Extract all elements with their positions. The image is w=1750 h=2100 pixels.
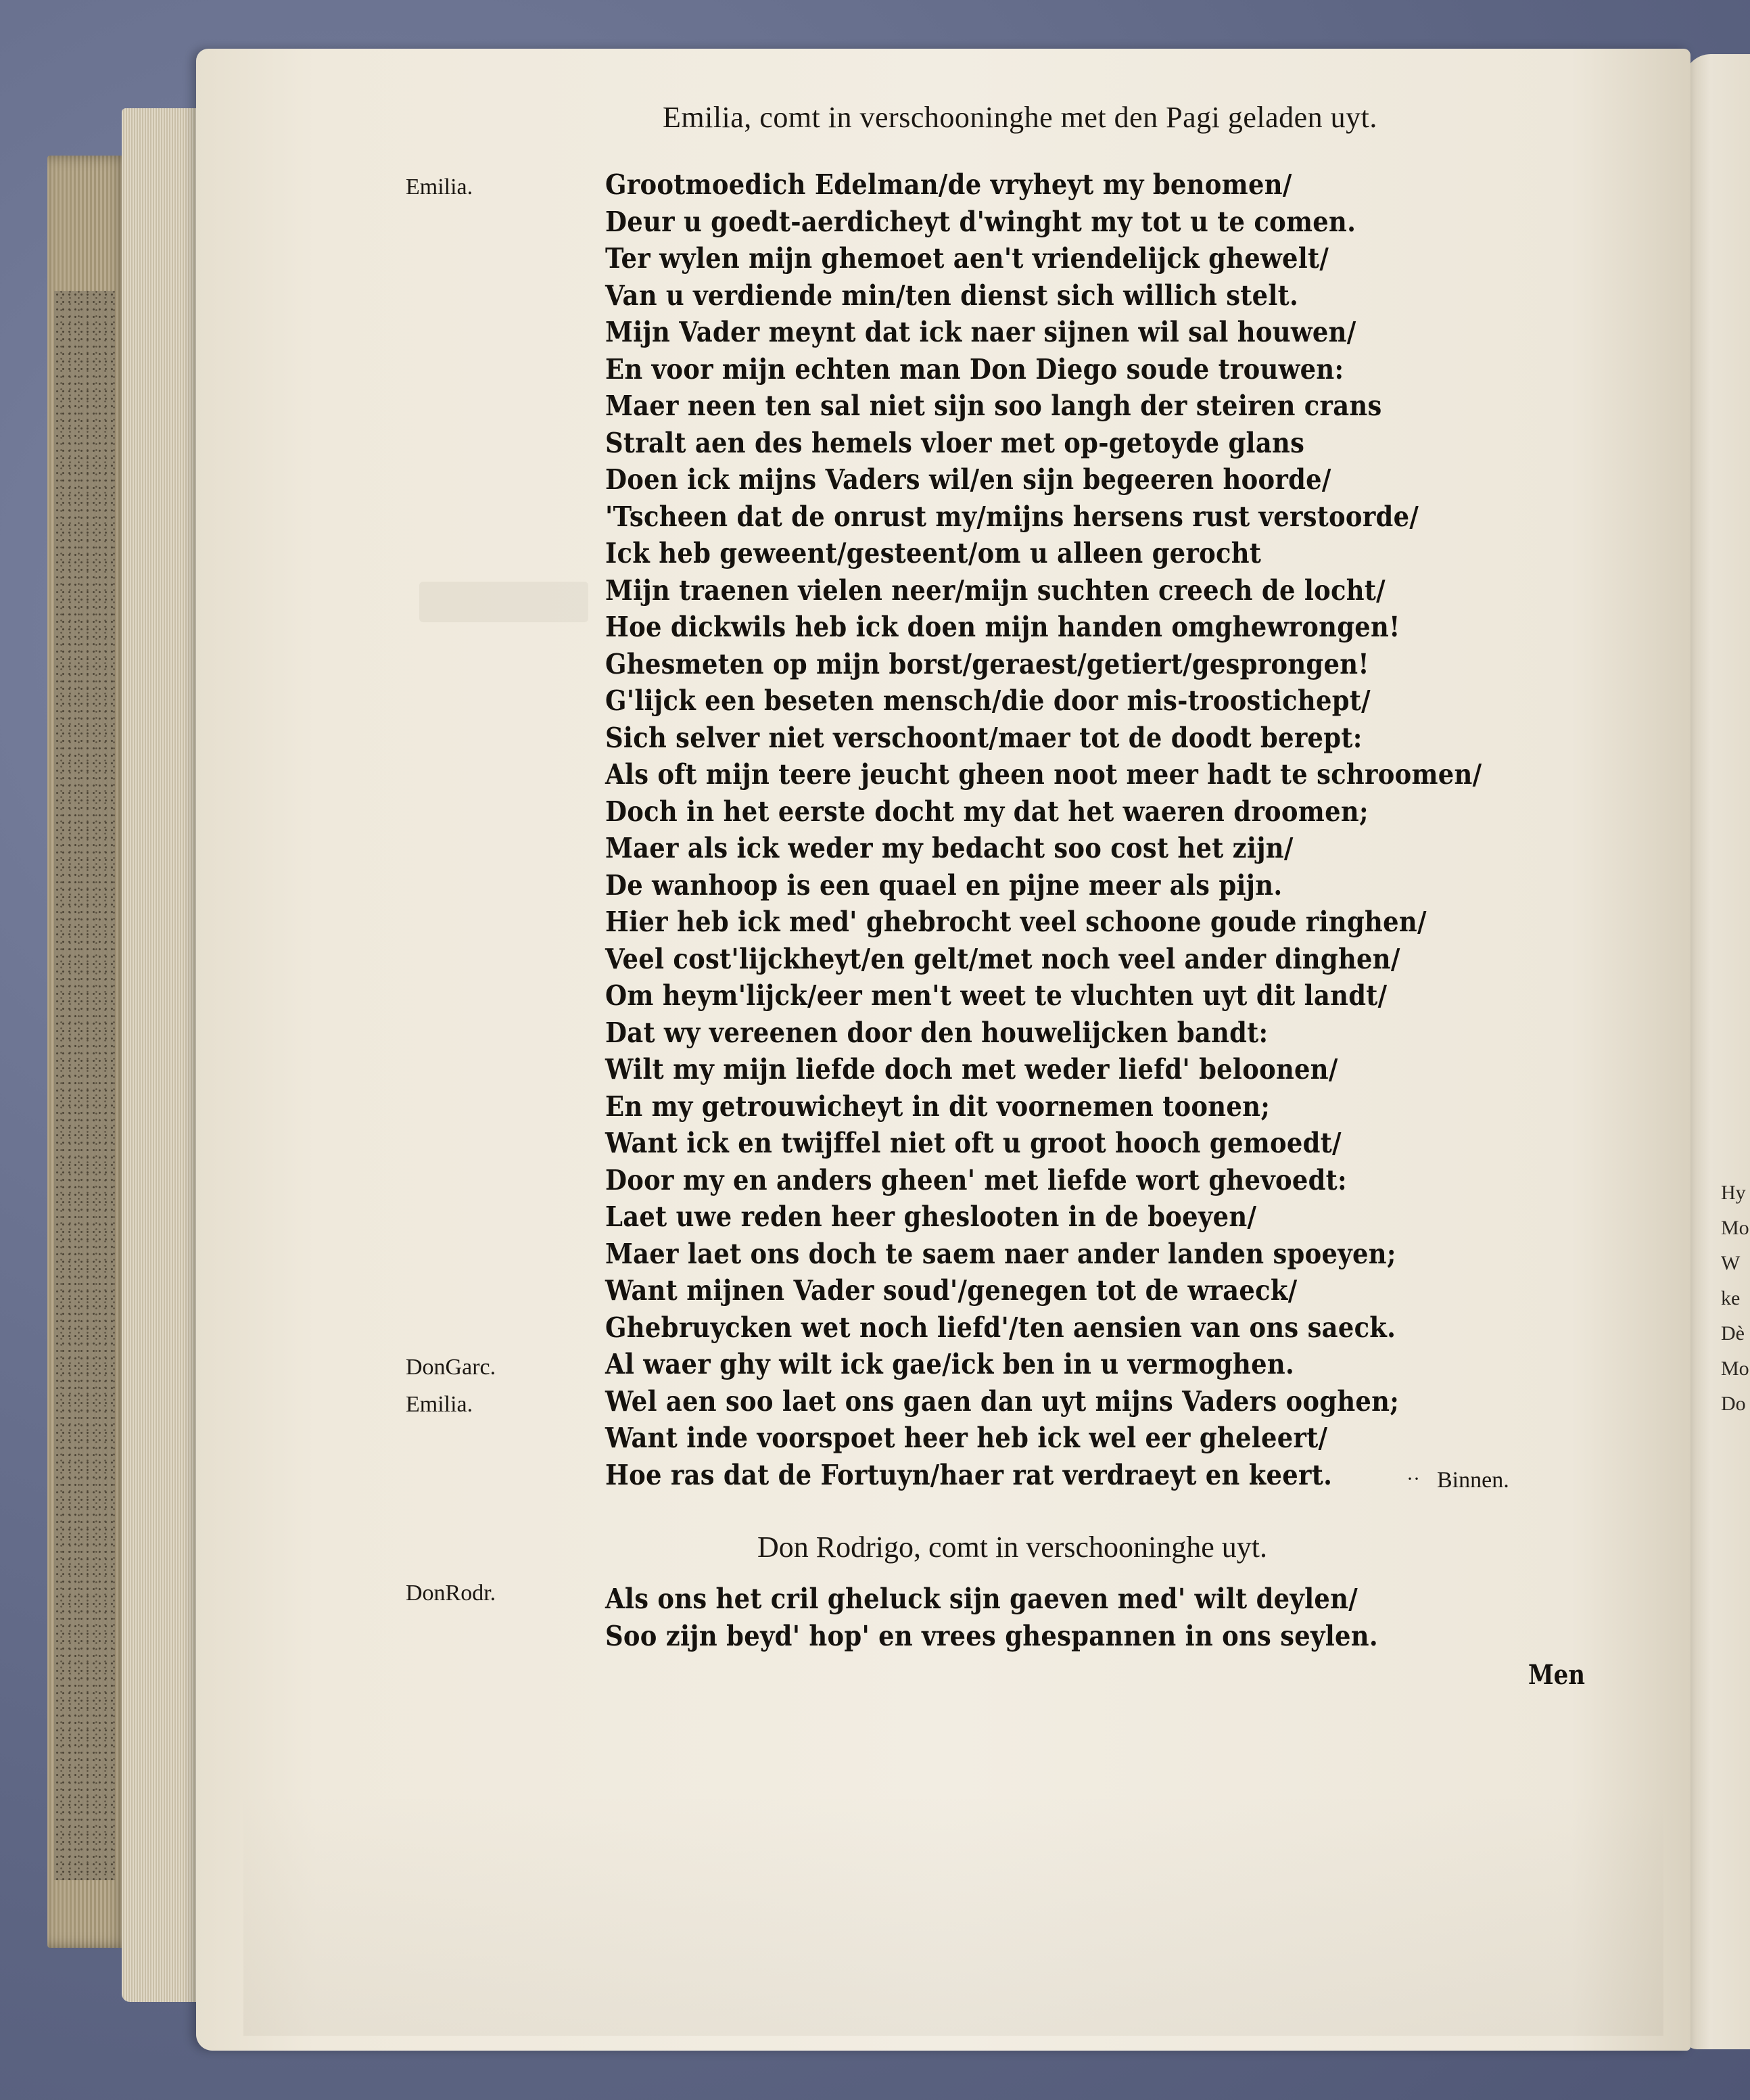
catchword: Men: [1528, 1659, 1585, 1691]
verse-line: Ghebruycken wet noch liefd'/ten aensien van ons saeck.: [605, 1311, 1396, 1344]
verse-line: Door my en anders gheen' met liefde wort ghevoedt:: [605, 1163, 1347, 1196]
verse-line: Stralt aen des hemels vloer met op-getoyde glans: [605, 426, 1305, 459]
verse-line: Hier heb ick med' ghebrocht veel schoone goude ringhen/: [605, 906, 1427, 938]
speaker-label: Emilia.: [406, 174, 473, 200]
verse-block: [605, 166, 1552, 1493]
verse-line: Ter wylen mijn ghemoet aen't vriendelijck ghewelt/: [605, 242, 1329, 275]
verse-line: Deur u goedt-aerdicheyt d'winght my tot u te comen.: [605, 205, 1356, 238]
verse-line: Wilt my mijn liefde doch met weder liefd' beloonen/: [605, 1053, 1338, 1086]
verse-line: Dat wy vereenen door den houwelijcken bandt:: [605, 1016, 1269, 1049]
verse-line: Hoe ras dat de Fortuyn/haer rat verdraeyt en keert.: [605, 1458, 1333, 1491]
verse-line: Grootmoedich Edelman/de vryheyt my benomen/: [605, 168, 1292, 201]
facing-page-edge: [1684, 54, 1750, 2049]
show-through: [419, 582, 588, 622]
facing-page-fragment: Dè: [1721, 1322, 1745, 1345]
scene-heading: Emilia, comt in verschooninghe met den Pagi geladen uyt.: [663, 101, 1377, 134]
verse-line: Want mijnen Vader soud'/genegen tot de wraeck/: [605, 1274, 1298, 1307]
speaker-label: DonRodr.: [406, 1581, 496, 1606]
verse-line: En voor mijn echten man Don Diego soude trouwen:: [605, 352, 1344, 386]
verse-line: Mijn traenen vielen neer/mijn suchten creech de locht/: [605, 574, 1386, 607]
verse-line: Doch in het eerste docht my dat het waeren droomen;: [605, 795, 1369, 828]
verse-line: Maer als ick weder my bedacht soo cost het zijn/: [605, 832, 1294, 864]
verse-line: Wel aen soo laet ons gaen dan uyt mijns Vaders ooghen;: [605, 1384, 1400, 1418]
verse-line: Van u verdiende min/ten dienst sich willich stelt.: [605, 279, 1299, 312]
verse-line: Als ons het cril gheluck sijn gaeven med' wilt deylen/: [605, 1583, 1358, 1615]
verse-block-rodrigo: [605, 1581, 1552, 1654]
facing-page-text: [1721, 1175, 1750, 1422]
exit-mark: ··: [1406, 1468, 1420, 1490]
verse-line: Want inde voorspoet heer heb ick wel eer gheleert/: [605, 1422, 1328, 1454]
facing-page-fragment: Do: [1721, 1393, 1746, 1415]
verse-line: Om heym'lijck/eer men't weet te vluchten uyt dit landt/: [605, 979, 1388, 1012]
verse-line: Soo zijn beyd' hop' en vrees ghespannen in ons seylen.: [605, 1619, 1378, 1652]
verse-line: Ick heb geweent/gesteent/om u alleen gerocht: [605, 537, 1262, 569]
facing-page-fragment: Hy: [1721, 1182, 1746, 1204]
verse-line: Laet uwe reden heer gheslooten in de boeyen/: [605, 1200, 1257, 1233]
verse-line: Sich selver niet verschoont/maer tot de doodt berept:: [605, 721, 1363, 754]
verse-line: Maer neen ten sal niet sijn soo langh der steiren crans: [605, 390, 1382, 422]
speaker-label: Emilia.: [406, 1392, 473, 1417]
facing-page-fragment: Mo: [1721, 1357, 1749, 1380]
facing-page-fragment: W: [1721, 1252, 1741, 1274]
verse-line: Doen ick mijns Vaders wil/en sijn begeeren hoorde/: [605, 463, 1331, 496]
speaker-label: DonGarc.: [406, 1355, 496, 1380]
verse-line: Veel cost'lijckheyt/en gelt/met noch veel ander dinghen/: [605, 942, 1400, 975]
speckled-edge: [54, 291, 115, 1880]
facing-page-fragment: ke: [1721, 1287, 1741, 1309]
verse-line: Mijn Vader meynt dat ick naer sijnen wil sal houwen/: [605, 316, 1356, 348]
verse-line: Maer laet ons doch te saem naer ander landen spoeyen;: [605, 1237, 1396, 1270]
page-stack: [122, 108, 203, 2002]
verse-line: En my getrouwicheyt in dit voornemen toonen;: [605, 1090, 1271, 1123]
verse-line: Al waer ghy wilt ick gae/ick ben in u vermoghen.: [605, 1348, 1295, 1380]
verse-line: 'Tscheen dat de onrust my/mijns hersens rust verstoorde/: [605, 500, 1419, 533]
scene-heading-rodrigo: Don Rodrigo, comt in verschooninghe uyt.: [757, 1531, 1268, 1564]
verse-line: G'lijck een beseten mensch/die door mis-troostichept/: [605, 684, 1371, 717]
verse-line: De wanhoop is een quael en pijne meer als pijn.: [605, 868, 1283, 902]
verse-line: Ghesmeten op mijn borst/geraest/getiert/gesprongen!: [605, 647, 1369, 680]
verse-line: Want ick en twijffel niet oft u groot hooch gemoedt/: [605, 1127, 1342, 1159]
page-shadow: [243, 1792, 1663, 2036]
verse-line: Hoe dickwils heb ick doen mijn handen omghewrongen!: [605, 611, 1400, 643]
facing-page-fragment: Mo: [1721, 1217, 1749, 1239]
stage-direction: Binnen.: [1437, 1468, 1509, 1493]
verse-line: Als oft mijn teere jeucht gheen noot meer hadt te schroomen/: [605, 758, 1482, 791]
